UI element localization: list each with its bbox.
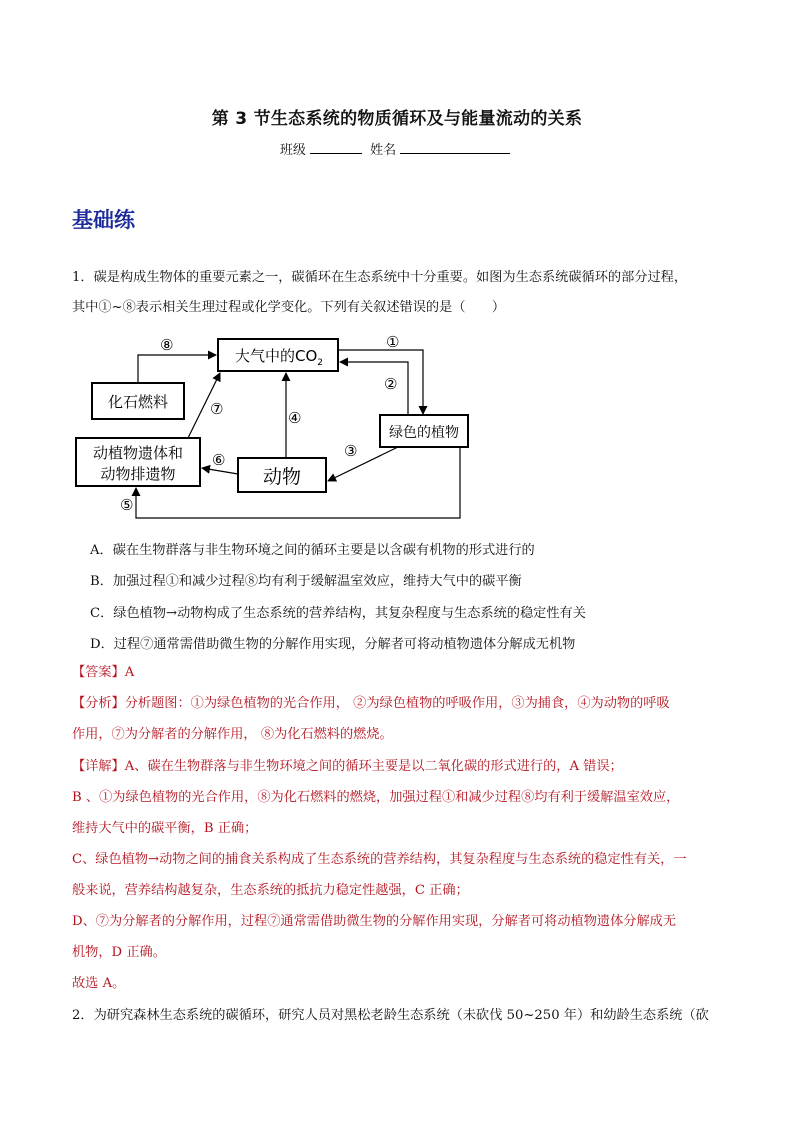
class-name-line bbox=[0, 139, 794, 158]
q2-stem-line1: 2．为研究森林生态系统的碳循环，研究人员对黑松老龄生态系统（未砍伐 50~250 年）和幼龄生态系统（砍 bbox=[72, 1008, 709, 1023]
option-c: C．绿色植物→动物构成了生态系统的营养结构，其复杂程度与生态系统的稳定性有关 bbox=[90, 606, 586, 621]
process-7-label: ⑦ bbox=[210, 400, 224, 418]
arrow-3 bbox=[328, 447, 398, 481]
fossil-fuel-label: 化石燃料 bbox=[107, 393, 169, 411]
remains-label-line2: 动物排遗物 bbox=[100, 465, 176, 483]
detail-line2: B 、①为绿色植物的光合作用，⑧为化石燃料的燃烧，加强过程①和减少过程⑧均有利于缓解温室效应， bbox=[72, 790, 680, 805]
detail-line6: D、⑦为分解者的分解作用，过程⑦通常需借助微生物的分解作用实现，分解者可将动植物遗体分解成无 bbox=[72, 914, 677, 929]
process-4-label: ④ bbox=[288, 409, 302, 427]
detail-line1 bbox=[72, 757, 732, 777]
process-2-label: ② bbox=[384, 375, 398, 393]
arrow-1 bbox=[338, 350, 423, 414]
answer-value: A bbox=[124, 665, 135, 680]
option-d: D．过程⑦通常需借助微生物的分解作用实现，分解者可将动植物遗体分解成无机物 bbox=[90, 637, 576, 652]
q1-stem-line2: 其中①~⑧表示相关生理过程或化学变化。下列有关叙述错误的是（ ） bbox=[72, 300, 506, 315]
detail-text-1: A、碳在生物群落与非生物环境之间的循环主要是以二氧化碳的形式进行的，A 错误； bbox=[124, 759, 623, 774]
class-blank bbox=[310, 141, 362, 154]
detail-line5: 般来说，营养结构越复杂，生态系统的抵抗力稳定性越强，C 正确； bbox=[72, 883, 469, 898]
option-a: A．碳在生物群落与非生物环境之间的循环主要是以含碳有机物的形式进行的 bbox=[90, 543, 535, 558]
process-5-label: ⑤ bbox=[120, 496, 134, 514]
q1-stem-line1: 1．碳是构成生物体的重要元素之一，碳循环在生态系统中十分重要。如图为生态系统碳循环的部分过程， bbox=[72, 270, 688, 285]
section-title: 基础练 bbox=[72, 208, 135, 232]
name-label: 姓名 bbox=[370, 143, 397, 158]
arrow-8 bbox=[138, 355, 216, 383]
analysis-line1 bbox=[72, 694, 732, 714]
process-6-label: ⑥ bbox=[212, 451, 226, 469]
analysis-tag: 【分析】 bbox=[72, 696, 125, 711]
atmosphere-label: 大气中的$CO_2$ bbox=[235, 347, 324, 368]
arrow-2 bbox=[340, 362, 408, 414]
process-8-label: ⑧ bbox=[160, 336, 174, 354]
option-b: B．加强过程①和减少过程⑧均有利于缓解温室效应，维持大气中的碳平衡 bbox=[90, 574, 522, 589]
analysis-line2: 作用，⑦为分解者的分解作用， ⑧为化石燃料的燃烧。 bbox=[72, 727, 393, 742]
name-blank bbox=[400, 141, 510, 154]
detail-tag: 【详解】 bbox=[72, 759, 125, 774]
analysis-text-1: 分析题图：①为绿色植物的光合作用， ②为绿色植物的呼吸作用，③为捕食，④为动物的呼吸 bbox=[124, 696, 670, 711]
page-title: 第 3 节生态系统的物质循环及与能量流动的关系 bbox=[211, 109, 583, 129]
detail-line7: 机物，D 正确。 bbox=[72, 945, 166, 960]
animal-label: 动物 bbox=[262, 466, 302, 488]
carbon-cycle-diagram bbox=[70, 328, 480, 524]
process-3-label: ③ bbox=[344, 442, 358, 460]
remains-label-line1: 动植物遗体和 bbox=[92, 444, 184, 462]
process-1-label: ① bbox=[386, 333, 400, 351]
answer-line bbox=[72, 663, 732, 683]
plant-label: 绿色的植物 bbox=[389, 425, 459, 441]
class-label: 班级 bbox=[279, 143, 306, 158]
conclusion-line: 故选 A。 bbox=[72, 976, 126, 991]
answer-tag: 【答案】 bbox=[72, 665, 125, 680]
detail-line3: 维持大气中的碳平衡，B 正确； bbox=[72, 821, 258, 836]
detail-line4: C、绿色植物→动物之间的捕食关系构成了生态系统的营养结构，其复杂程度与生态系统的稳定性有关，一 bbox=[72, 852, 687, 867]
